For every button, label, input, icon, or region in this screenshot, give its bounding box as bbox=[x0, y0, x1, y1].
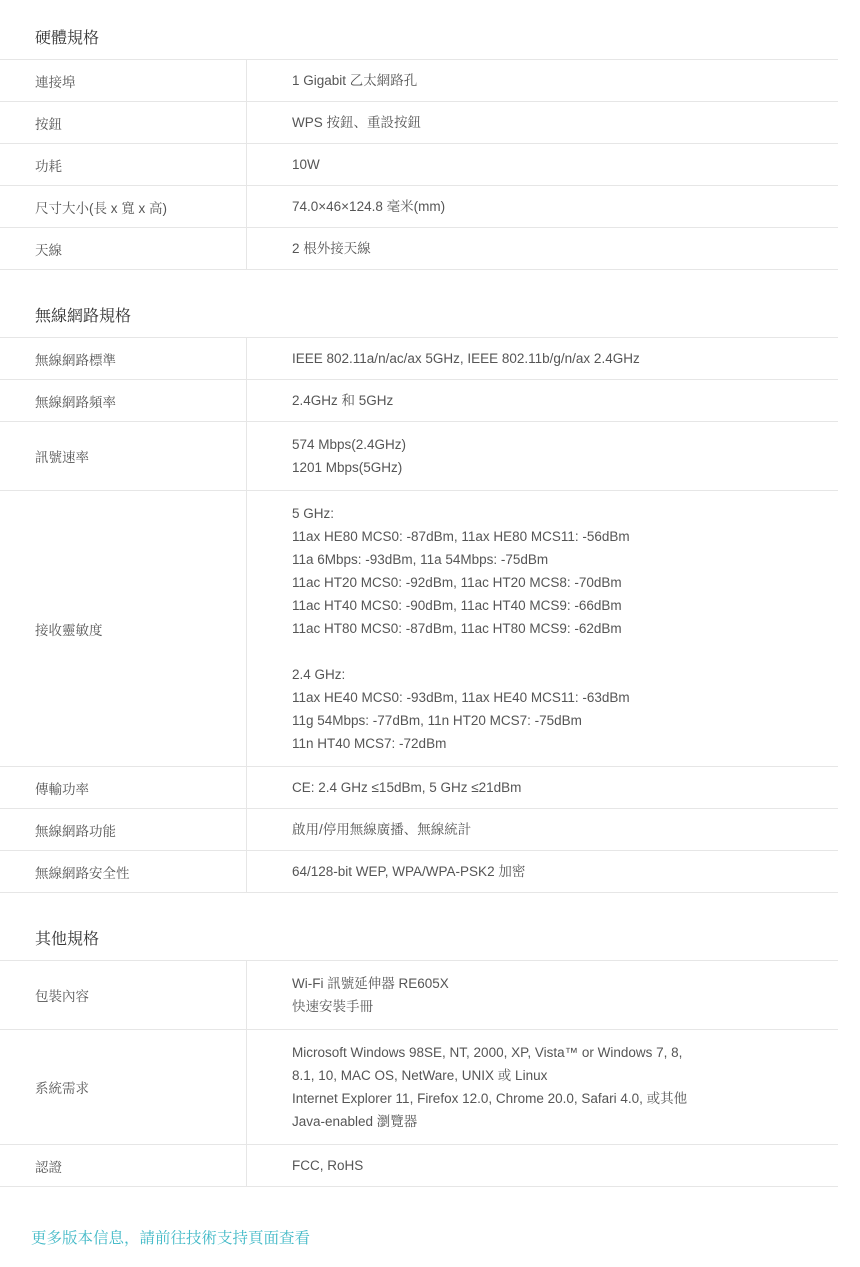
spec-row bbox=[0, 809, 838, 851]
spec-row bbox=[0, 380, 838, 422]
section-title: 其他規格 bbox=[0, 901, 838, 961]
spec-row bbox=[0, 422, 838, 491]
spec-value bbox=[247, 1145, 838, 1186]
section-title: 無線網路規格 bbox=[0, 278, 838, 338]
spec-value bbox=[247, 144, 838, 185]
spec-value-line: 11g 54Mbps: -77dBm, 11n HT20 MCS7: -75dBm bbox=[292, 713, 582, 728]
section-title: 硬體規格 bbox=[0, 0, 838, 60]
spec-table bbox=[0, 338, 838, 893]
spec-value bbox=[247, 809, 838, 850]
spec-value-line: 10W bbox=[292, 157, 320, 172]
spec-value-line: IEEE 802.11a/n/ac/ax 5GHz, IEEE 802.11b/g/n/ax 2.4GHz bbox=[292, 351, 640, 366]
spec-value-line: 2.4GHz 和 5GHz bbox=[292, 393, 394, 408]
spec-row bbox=[0, 228, 838, 270]
spec-value-line: Java-enabled 瀏覽器 bbox=[292, 1114, 418, 1129]
spec-row bbox=[0, 491, 838, 767]
spec-label: 無線網路標準 bbox=[0, 338, 247, 379]
spec-value-line: 11ac HT20 MCS0: -92dBm, 11ac HT20 MCS8: -70dBm bbox=[292, 575, 622, 590]
spec-table bbox=[0, 961, 838, 1187]
spec-value-line bbox=[292, 640, 838, 663]
spec-label: 接收靈敏度 bbox=[0, 491, 247, 766]
spec-label: 包裝內容 bbox=[0, 961, 247, 1029]
spec-row bbox=[0, 144, 838, 186]
spec-value bbox=[247, 60, 838, 101]
spec-label: 無線網路功能 bbox=[0, 809, 247, 850]
spec-value-line: Microsoft Windows 98SE, NT, 2000, XP, Vista™ or Windows 7, 8, bbox=[292, 1045, 683, 1060]
tech-support-link[interactable]: 更多版本信息，請前往技術支持頁面查看 bbox=[31, 1230, 311, 1247]
spec-row bbox=[0, 851, 838, 893]
spec-value-line: 11ac HT80 MCS0: -87dBm, 11ac HT80 MCS9: -62dBm bbox=[292, 621, 622, 636]
spec-row bbox=[0, 767, 838, 809]
spec-value bbox=[247, 491, 838, 766]
spec-row bbox=[0, 186, 838, 228]
spec-row bbox=[0, 1030, 838, 1145]
spec-value bbox=[247, 422, 838, 490]
spec-label: 連接埠 bbox=[0, 60, 247, 101]
spec-label: 無線網路頻率 bbox=[0, 380, 247, 421]
spec-value bbox=[247, 228, 838, 269]
spec-label: 尺寸大小(長 x 寬 x 高) bbox=[0, 186, 247, 227]
spec-label: 天線 bbox=[0, 228, 247, 269]
spec-value-line: Internet Explorer 11, Firefox 12.0, Chrome 20.0, Safari 4.0, 或其他 bbox=[292, 1091, 688, 1106]
spec-row bbox=[0, 1145, 838, 1187]
spec-table bbox=[0, 60, 838, 270]
spec-value-line: WPS 按鈕、重設按鈕 bbox=[292, 115, 422, 130]
spec-value-line: 11ac HT40 MCS0: -90dBm, 11ac HT40 MCS9: -66dBm bbox=[292, 598, 622, 613]
spec-row bbox=[0, 60, 838, 102]
spec-value-line: 64/128-bit WEP, WPA/WPA-PSK2 加密 bbox=[292, 864, 526, 879]
spec-label: 訊號速率 bbox=[0, 422, 247, 490]
section-spacer bbox=[0, 893, 838, 901]
spec-value-line: 574 Mbps(2.4GHz) bbox=[292, 437, 407, 452]
section-spacer bbox=[0, 270, 838, 278]
spec-value-line: FCC, RoHS bbox=[292, 1158, 364, 1173]
spec-label: 無線網路安全性 bbox=[0, 851, 247, 892]
spec-value-line: 5 GHz: bbox=[292, 506, 335, 521]
spec-value bbox=[247, 338, 838, 379]
spec-value-line: 8.1, 10, MAC OS, NetWare, UNIX 或 Linux bbox=[292, 1068, 548, 1083]
spec-value bbox=[247, 380, 838, 421]
spec-value-line: 啟用/停用無線廣播、無線統計 bbox=[292, 822, 472, 837]
spec-label: 按鈕 bbox=[0, 102, 247, 143]
spec-value-line: 11ax HE80 MCS0: -87dBm, 11ax HE80 MCS11: -56dBm bbox=[292, 529, 630, 544]
spec-label: 認證 bbox=[0, 1145, 247, 1186]
spec-value-line: CE: 2.4 GHz ≤15dBm, 5 GHz ≤21dBm bbox=[292, 780, 522, 795]
spec-value-line: 11n HT40 MCS7: -72dBm bbox=[292, 736, 447, 751]
spec-value bbox=[247, 961, 838, 1029]
spec-value-line: 2.4 GHz: bbox=[292, 667, 346, 682]
spec-value bbox=[247, 767, 838, 808]
spec-value-line: 11a 6Mbps: -93dBm, 11a 54Mbps: -75dBm bbox=[292, 552, 549, 567]
spec-value-line: 11ax HE40 MCS0: -93dBm, 11ax HE40 MCS11: -63dBm bbox=[292, 690, 630, 705]
spec-value-line: 74.0×46×124.8 毫米(mm) bbox=[292, 199, 446, 214]
spec-value-line: 2 根外接天線 bbox=[292, 241, 371, 256]
spec-value-line: 快速安裝手冊 bbox=[292, 999, 373, 1014]
spec-value bbox=[247, 851, 838, 892]
spec-value bbox=[247, 186, 838, 227]
spec-row bbox=[0, 102, 838, 144]
spec-row bbox=[0, 338, 838, 380]
spec-value bbox=[247, 102, 838, 143]
spec-label: 傳輸功率 bbox=[0, 767, 247, 808]
spec-value-line: 1 Gigabit 乙太網路孔 bbox=[292, 73, 418, 88]
spec-label: 系統需求 bbox=[0, 1030, 247, 1144]
spec-row bbox=[0, 961, 838, 1030]
spec-label: 功耗 bbox=[0, 144, 247, 185]
spec-value-line: 1201 Mbps(5GHz) bbox=[292, 460, 403, 475]
spec-value-line: Wi-Fi 訊號延伸器 RE605X bbox=[292, 976, 449, 991]
spec-value bbox=[247, 1030, 838, 1144]
